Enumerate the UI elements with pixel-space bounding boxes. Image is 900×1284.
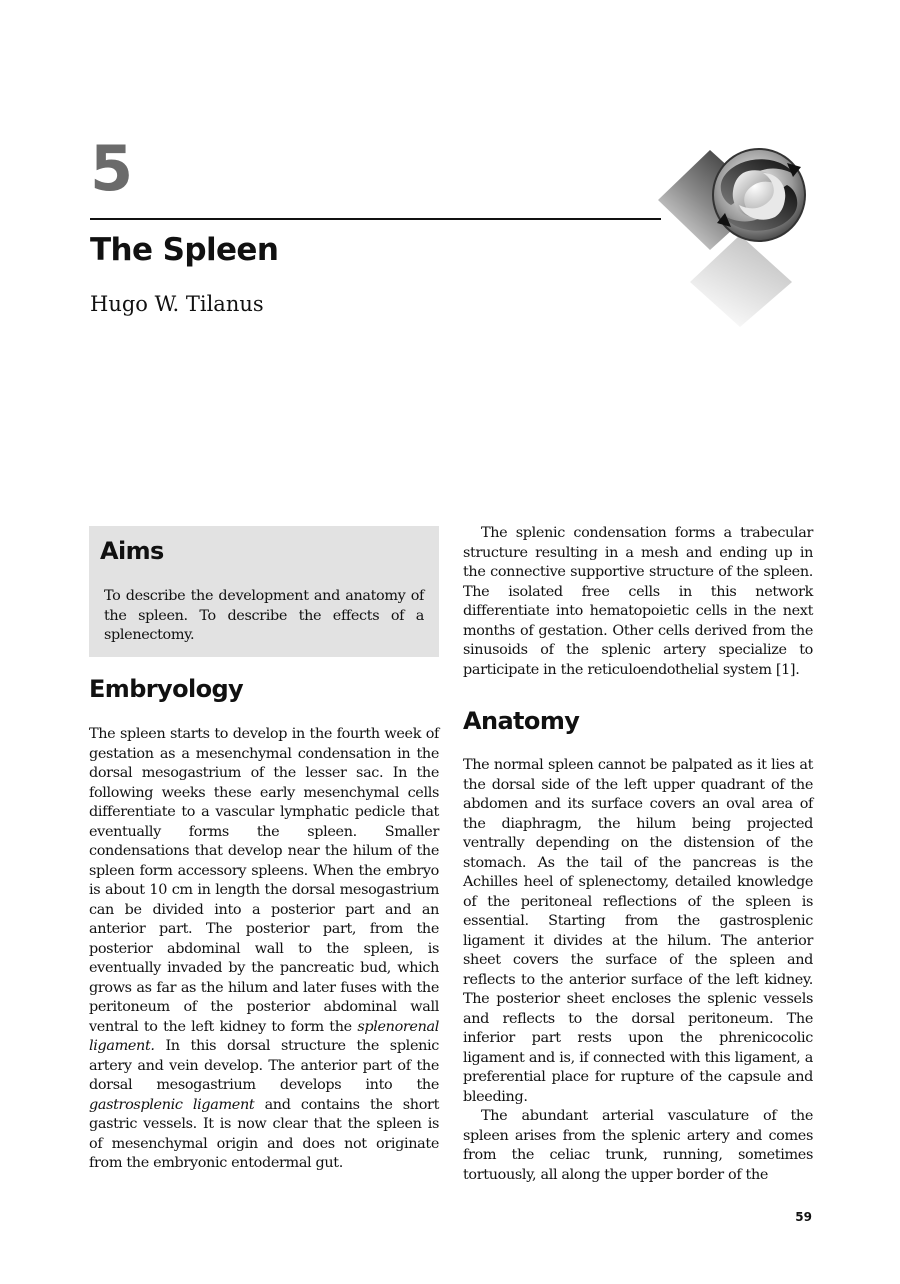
anatomy-paragraph-1: The normal spleen cannot be palpated as it lies at the dorsal side of the left upper quadrant of the abdomen and its surface covers an oval area of the diaphragm, the hilum being projected ventrally depending on the distension of the stomach. As the tail of the pancreas is the Achilles heel of splenectomy, detailed knowledge of the peritoneal reflections of the spleen is essential. Starting from the gastrosplenic ligament it divides at the hilum. The anterior sheet covers the surface of the spleen and reflects to the anterior surface of the left kidney. The posterior sheet encloses the splenic vessels and reflects to the dorsal peritoneum. The inferior part rests upon the phrenicocolic ligament and is, if connected with this ligament, a preferential place for rupture of the capsule and bleeding. (463, 757, 813, 1105)
chapter-author: Hugo W. Tilanus (90, 292, 264, 316)
aims-text: To describe the development and anatomy of the spleen. To describe the effects of a splenectomy. (104, 588, 424, 643)
embryology-heading: Embryology (89, 675, 244, 703)
gastrosplenic-ligament-term: gastrosplenic ligament (89, 1096, 255, 1113)
embryology-paragraph-1 (89, 725, 439, 1174)
left-column (89, 526, 439, 1174)
anatomy-paragraph-2: The abundant arterial vasculature of the spleen arises from the splenic artery and comes from the celiac trunk, running, sometimes tortuously, all along the upper border of the (463, 1108, 813, 1183)
embryology-paragraph-2: The splenic condensation forms a trabecular structure resulting in a mesh and ending up in the connective supportive structure of the spleen. The isolated free cells in this network differentiate into hematopoietic cells in the next months of gestation. Other cells derived from the sinusoids of the splenic artery specialize to participate in the reticuloendothelial system [1]. (463, 525, 813, 678)
right-column (463, 524, 813, 1185)
aims-box (89, 526, 439, 657)
chapter-title: The Spleen (90, 232, 279, 268)
chapter-emblem-icon (655, 145, 830, 330)
embryology-text-c: and contains the short gastric vessels. It is now clear that the spleen is of mesenchymal origin and does not originate from the embryonic entodermal gut. (89, 1096, 439, 1171)
aims-heading: Aims (100, 537, 164, 565)
anatomy-heading: Anatomy (463, 707, 580, 735)
embryology-text-b: In this dorsal structure the splenic artery and vein develop. The anterior part of the dorsal mesogastrium develops into the (89, 1038, 439, 1093)
page-number: 59 (795, 1210, 812, 1224)
embryology-text-a: The spleen starts to develop in the fourth week of gestation as a mesenchymal condensation in the dorsal mesogastrium of the lesser sac. In the following weeks these early mesenchymal cells differentiate to a vascular lymphatic pedicle that eventually forms the spleen. Smaller condensations that develop near the hilum of the spleen form accessory spleens. When the embryo is about 10 cm in length the dorsal mesogastrium can be divided into a posterior part and an anterior part. The posterior part, from the posterior abdominal wall to the spleen, is eventually invaded by the pancreatic bud, which grows as far as the hilum and later fuses with the peritoneum of the posterior abdominal wall ventral to the left kidney to form the (89, 726, 439, 1035)
chapter-number: 5 (90, 132, 133, 205)
chapter-rule (90, 218, 661, 220)
splenorenal-ligament-term: splenorenal ligament. (89, 1018, 439, 1054)
